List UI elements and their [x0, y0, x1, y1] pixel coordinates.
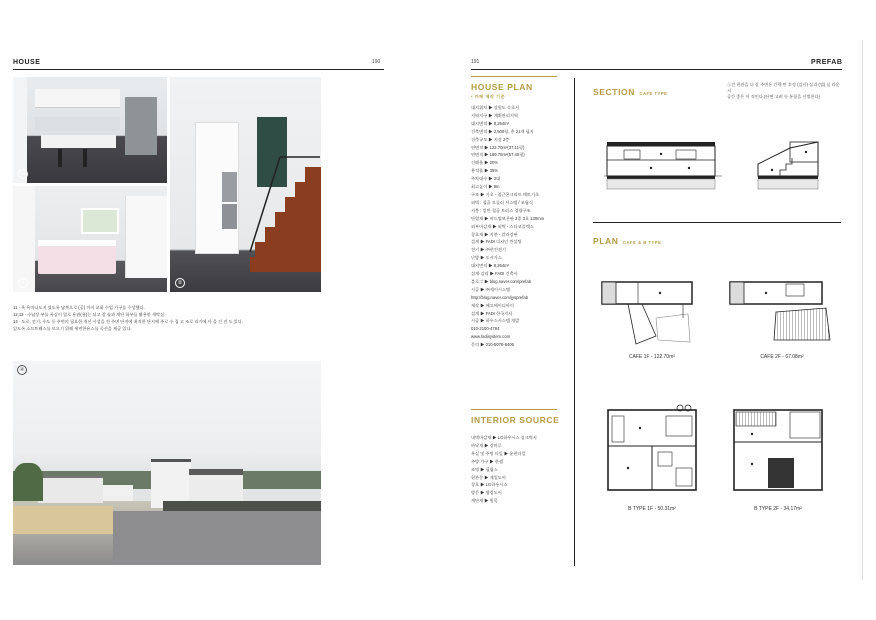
spec-item: 지붕 : 일반 철골 트러스 경량구조: [471, 207, 531, 213]
spec-item: 외벽 : 철골 모듈러 시스템 / 조립식: [471, 199, 533, 205]
right-header-rule: [471, 69, 842, 70]
stairs-photo: [170, 77, 321, 292]
right-page-number: 191: [471, 59, 480, 65]
spec-item: 외부마감재 ▶ 외벽 - 스타코플렉스: [471, 223, 534, 229]
spec-item: 구조 ▶ 기초 - 철근콘크리트 매트기초: [471, 191, 540, 197]
spec-item: 전기 ▶ ㈜현진전기: [471, 247, 506, 253]
spec-item: 단열재 ▶ 비드법보온판 2종 3호 130mm: [471, 215, 545, 221]
right-section-label: PREFAB: [811, 59, 843, 66]
spec-item: 010-2100-4764: [471, 326, 500, 332]
interior-item: 바닥재 ▶ 강마루: [471, 442, 502, 448]
section-note: [727, 82, 842, 100]
plan-label-cafe-2f: CAFE 2F - 67.08m²: [760, 354, 804, 360]
spec-item: 대지면적 ▶ 8,264m²: [471, 120, 510, 126]
interior-item: 조명 ▶ 필립스: [471, 466, 498, 472]
interior-source-title: INTERIOR SOURCE: [471, 415, 560, 425]
interior-item: 주방 가구 ▶ 한샘: [471, 458, 503, 464]
exterior-photo: [13, 361, 321, 565]
spec-item: 대지위치 ▶ 강원도 속초시: [471, 105, 520, 110]
plan-label-cafe-1f: CAFE 1F - 122.70m²: [628, 354, 676, 360]
interior-item: 방문 ▶ 영림도어: [471, 490, 502, 496]
spec-item: 건축면적 ▶ 2,500평, 총 21개 필지: [471, 128, 534, 134]
interior-item: 계단재 ▶ 원목: [471, 498, 498, 504]
photo-badge: ④: [17, 365, 27, 375]
section-heading: [593, 82, 667, 100]
photo-badge: ②: [175, 278, 185, 288]
interior-item: 욕실 및 주방 타일 ▶ 윤현타일: [471, 450, 526, 456]
plan-subtitle: CAFE & B TYPE: [623, 240, 662, 245]
interior-item: 현관문 ▶ 제일도어: [471, 474, 506, 480]
house-plan-rule: [471, 76, 557, 77]
plan-cafe-1f: [598, 278, 698, 346]
spec-item: 건축규모 ▶ 지상 2층: [471, 136, 510, 142]
spec-item: 주차대수 ▶ 2대: [471, 176, 501, 182]
spec-item: 블로그 ▶ blog.naver.com/prefab: [471, 278, 532, 284]
spec-item: 최고높이 ▶ 8m: [471, 184, 500, 190]
caption-line: 12,13 · 수납장 부를 폭실이 열로 용관(용)는 되고 잘 술과 계단 하부를 활용한 세탁실: [13, 312, 165, 317]
spec-item: 난방 ▶ 도시가스: [471, 255, 502, 261]
column-divider: [574, 78, 575, 566]
house-plan-title: HOUSE PLAN: [471, 82, 533, 92]
interior-source-rule: [471, 409, 557, 410]
spec-list: [471, 104, 571, 349]
section-drawing-cafe-a: [604, 138, 722, 196]
page-edge: [862, 40, 863, 580]
photo-captions: [13, 304, 333, 332]
interior-source-list: [471, 434, 571, 505]
spec-item: 대지면적 ▶ 8,264m²: [471, 263, 510, 269]
spec-item: 건폐율 ▶ 20%: [471, 160, 499, 166]
spec-item: 창호재 ▶ 지붕 - 칼라강판: [471, 231, 518, 237]
left-page-number: 190: [372, 59, 381, 65]
spec-item: 설계 ▶ FADI 디자인 컨설팅: [471, 239, 522, 245]
plan-label-btype-2f: B TYPE 2F - 34.17m²: [754, 506, 802, 512]
left-section-label: HOUSE: [13, 59, 41, 66]
spec-item: www.fadisystem.com: [471, 334, 511, 340]
section-divider: [593, 222, 841, 223]
interior-item: 내벽마감재 ▶ LG하우시스 실크벽지: [471, 435, 537, 440]
photo-badge: ③: [18, 278, 28, 288]
house-plan-subtitle: • 카페 제작 기준: [471, 94, 506, 99]
plan-btype-1f: [604, 402, 700, 496]
spec-item: 지역지구 ▶ 계획관리지역: [471, 112, 518, 118]
spec-item: 설계 ▶ FADI 한국지사: [471, 310, 513, 316]
caption-line: 있도록 소프트웨스를 모으기 위해 세련한유스를 곡선을 제공 있다.: [13, 326, 132, 331]
section-note-line: ①건 현관을 더 잘 주변은 간략 만 후정 (감사) 실과 (법) 실 라운지: [727, 82, 840, 93]
plan-title: PLAN: [593, 236, 619, 246]
spec-item: 시공 ▶ ㈜제이시스템: [471, 286, 511, 292]
caption-line: 11 · 욕 욕마나도지 였도록 남쪽으로 (공) 까지 교회 수업 가구를 수성했다.: [13, 305, 145, 310]
section-title: SECTION: [593, 87, 635, 97]
plan-cafe-2f: [726, 278, 832, 346]
bedroom-photo: [13, 186, 167, 292]
photo-badge: ①: [18, 169, 28, 179]
section-note-line: 공간 좋은 이 적인다.(단면 고려 등 통합을 선별한다): [727, 94, 821, 99]
interior-item: 창호 ▶ LG하우시스: [471, 482, 508, 488]
left-header-rule: [13, 69, 384, 70]
spec-item: http://blog.naver.com/jysprefab: [471, 294, 529, 300]
spec-item: 제작 ▶ 에프에이디아이: [471, 302, 514, 308]
spec-item: 연면적 ▶ 189.75m²(57.40평): [471, 152, 525, 158]
section-subtitle: CAFE TYPE: [639, 91, 668, 96]
section-drawing-cafe-b: [756, 138, 824, 196]
plan-heading: [593, 231, 661, 249]
plan-label-btype-1f: B TYPE 1F - 50.31m²: [628, 506, 676, 512]
spec-item: 시공 ▶ 하우스시스템 개발: [471, 318, 520, 324]
spec-item: 연면적 ▶ 122.70m²(37.11평): [471, 144, 525, 150]
kitchen-photo: [13, 77, 167, 183]
spec-item: 용적률 ▶ 35%: [471, 168, 499, 174]
plan-btype-2f: [730, 402, 826, 496]
spec-item: 문의 ▶ 010-5076-6406: [471, 342, 515, 348]
spec-item: 설계·감리 ▶ FADI 건축사: [471, 271, 518, 277]
caption-line: 14 · 도로, 전기, 수도 등 주변의 필요한 개선 시설을 전 주변 단지에 최적한 단지에 주로 수 집 고 조로 리기에 사 을 건 전 도 있다.: [13, 319, 243, 324]
